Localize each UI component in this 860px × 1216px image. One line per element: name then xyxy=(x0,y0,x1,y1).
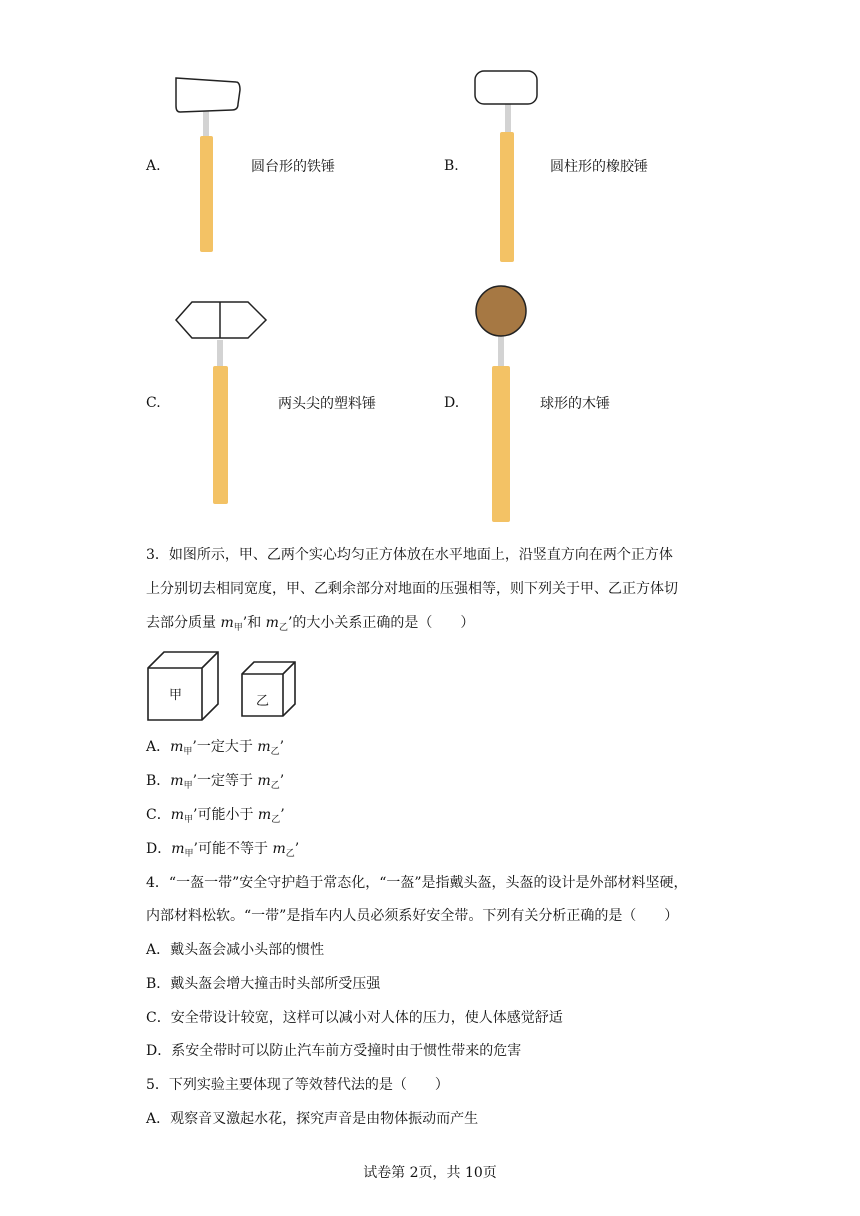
hammer-b-handle xyxy=(500,132,514,262)
q5-stem: 5．下列实验主要体现了等效替代法的是（ ） xyxy=(146,1077,449,1093)
hammer-c-handle xyxy=(213,366,228,504)
option-b-label: 圆柱形的橡胶锤 xyxy=(550,159,648,175)
hammer-d-figure xyxy=(468,282,538,526)
q3-option-d: D．$m_甲$’可能不等于 $m_乙$’ xyxy=(146,841,300,859)
option-c-label: 两头尖的塑料锤 xyxy=(278,396,376,412)
cube-jia-figure xyxy=(146,650,222,722)
option-a-letter: A. xyxy=(146,158,161,174)
hammer-d-handle xyxy=(492,366,510,522)
option-d-label: 球形的木锤 xyxy=(540,396,610,412)
hammer-c-figure xyxy=(172,296,272,508)
option-b-letter: B. xyxy=(444,158,459,174)
hammer-c-shaft xyxy=(217,340,223,368)
q3-option-c: C．$m_甲$’可能小于 $m_乙$’ xyxy=(146,807,285,825)
hammer-b-head xyxy=(475,71,537,104)
q4-option-c: C．安全带设计较宽，这样可以减小对人体的压力，使人体感觉舒适 xyxy=(146,1010,563,1026)
hammer-c-head xyxy=(176,302,266,338)
hammer-b-shaft xyxy=(505,104,511,134)
q3-text-1: 如图所示，甲、乙两个实心均匀正方体放在水平地面上，沿竖直方向在两个正方体 xyxy=(168,547,673,563)
q3-line-1 xyxy=(146,545,673,565)
q3-option-b: B．$m_甲$’一定等于 $m_乙$’ xyxy=(146,773,285,791)
q4-option-b: B．戴头盔会增大撞击时头部所受压强 xyxy=(146,976,381,992)
q3-option-a: A．$m_甲$’一定大于 $m_乙$’ xyxy=(146,739,285,757)
hammer-a-handle xyxy=(200,136,213,252)
q5-option-a: A．观察音叉激起水花，探究声音是由物体振动而产生 xyxy=(146,1111,479,1127)
option-d-letter: D. xyxy=(444,395,460,411)
option-c-letter: C. xyxy=(146,395,161,411)
q4-option-d: D．系安全带时可以防止汽车前方受撞时由于惯性带来的危害 xyxy=(146,1043,522,1059)
q4-option-a: A．戴头盔会减小头部的惯性 xyxy=(146,942,325,958)
q3-line-3: 去部分质量 $m_甲$’和 $m_乙$’的大小关系正确的是（ ） xyxy=(146,615,475,633)
hammer-d-ball xyxy=(476,286,526,336)
hammer-a-figure xyxy=(168,72,248,262)
hammer-a-head xyxy=(176,78,240,112)
cube-yi-label: 乙 xyxy=(256,694,270,709)
cube-jia-label: 甲 xyxy=(169,688,183,703)
q4-line-2: 内部材料松软。“一带”是指车内人员必须系好安全带。下列有关分析正确的是（ ） xyxy=(146,908,679,924)
option-a-label: 圆台形的铁锤 xyxy=(251,159,335,175)
hammer-b-figure xyxy=(470,68,550,268)
q3-number: 3． xyxy=(146,547,169,563)
page-footer: 试卷第 2页，共 10页 xyxy=(363,1165,497,1181)
q4-line-1: 4．“一盔一带”安全守护趋于常态化，“一盔”是指戴头盔，头盔的设计是外部材料坚硬， xyxy=(146,875,688,891)
q3-line-2: 上分别切去相同宽度，甲、乙剩余部分对地面的压强相等，则下列关于甲、乙正方体切 xyxy=(146,581,678,597)
